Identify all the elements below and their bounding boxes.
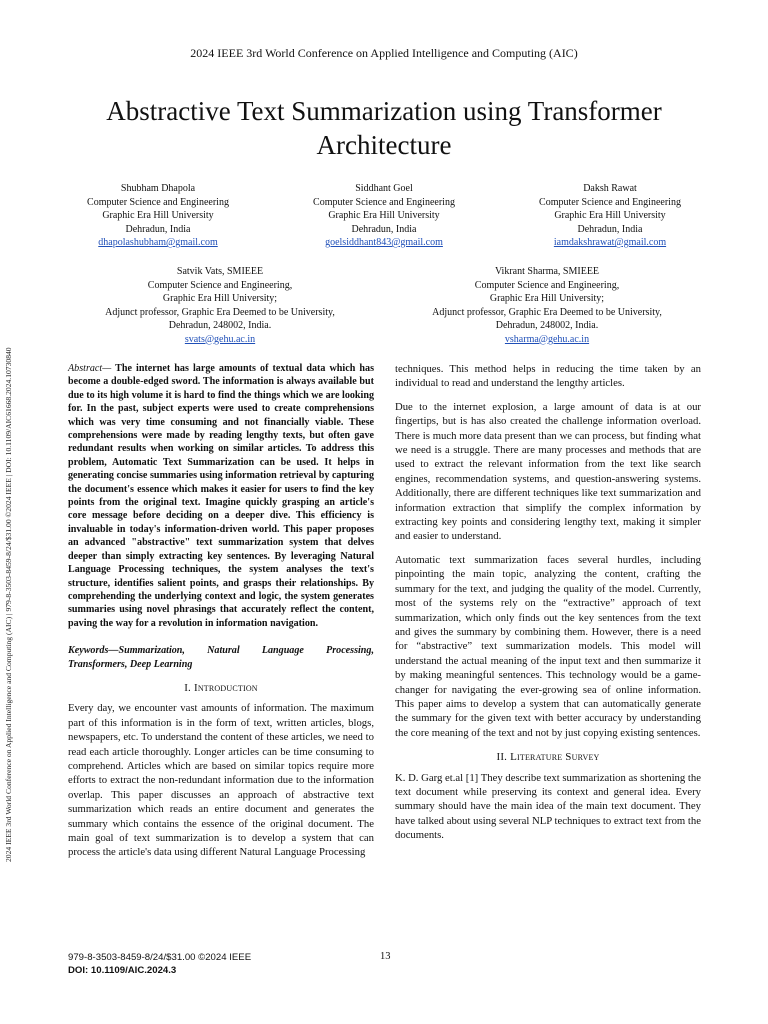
author-email-link[interactable]: svats@gehu.ac.in xyxy=(184,333,256,345)
author-affiliation: Dehradun, India xyxy=(577,223,643,235)
author-name: Daksh Rawat xyxy=(583,183,637,194)
left-column xyxy=(68,362,374,869)
footer-isbn: 979-8-3503-8459-8/24/$31.00 ©2024 IEEE xyxy=(68,952,252,963)
page-number: 13 xyxy=(380,951,391,962)
paragraph: techniques. This method helps in reducing the time taken by an individual to read and understand the lengthy articles. xyxy=(395,363,701,390)
author-block-5 xyxy=(407,265,687,346)
author-affiliation: Graphic Era Hill University xyxy=(102,210,214,221)
author-affiliation: Dehradun, 248002, India. xyxy=(168,320,272,331)
author-block-2 xyxy=(286,182,482,250)
author-affiliation: Dehradun, India xyxy=(351,223,417,235)
author-affiliation: Adjunct professor, Graphic Era Deemed to be University, xyxy=(105,306,335,318)
author-email-link[interactable]: dhapolashubham@gmail.com xyxy=(98,237,218,248)
paragraph: Automatic text summarization faces several hurdles, including pinpointing the main topic, analyzing the content, crafting the summary for the text, and judging the quality of the model. Currently, most of the systems rely on the “extractive” approach of text summarization, which only finds out the key sentences from the text and gives the summary by combining them. However, there is a need for “abstractive” text summarization models. This model will understand the actual meaning of the input text and then summarize it by making meaningful sentences. This technology would be a game-changer for navigating the ever-growing sea of online information. This paper aims to develop a system that can automatically generate the summary for the given text with better accuracy by understanding the core meaning of the text and not by just copying existing sentences. xyxy=(395,553,701,739)
paragraph: Due to the internet explosion, a large amount of data is at our fingertips, but is has also created the challenge information overload. There is much more data present than we can process, but finding what we need is a struggle. There are many processes and methods that are used to extract the relevant information from the text like search engines, recommendation systems, and question-answering systems. Additionally, there are different techniques like text summarization and information extraction that simplify the complex information by extracting key points and considering lengthy text, making it simpler and easier to understand. xyxy=(395,400,701,543)
author-name: Vikrant Sharma, SMIEEE xyxy=(494,266,600,277)
author-affiliation: Adjunct professor, Graphic Era Deemed to be University, xyxy=(432,306,662,318)
author-name: Satvik Vats, SMIEEE xyxy=(176,266,264,277)
author-affiliation: Computer Science and Engineering xyxy=(87,196,229,208)
author-email-link[interactable]: goelsiddhant843@gmail.com xyxy=(325,237,443,248)
author-affiliation: Dehradun, 248002, India. xyxy=(495,320,599,331)
author-affiliation: Computer Science and Engineering, xyxy=(474,279,620,291)
author-email-link[interactable]: iamdakshrawat@gmail.com xyxy=(553,237,667,248)
author-name: Siddhant Goel xyxy=(355,183,413,194)
author-affiliation: Graphic Era Hill University xyxy=(328,210,440,221)
author-block-4 xyxy=(80,265,360,346)
author-email-link[interactable]: vsharma@gehu.ac.in xyxy=(504,333,590,345)
conference-name: 2024 IEEE 3rd World Conference on Applied Intelligence and Computing (AIC) xyxy=(190,46,578,60)
abstract xyxy=(68,362,374,630)
abstract-text: The internet has large amounts of textual data which has become a double-edged sword. The information is always available but due to its high volume it is hard to find the things which we are looking for. In the past, subject experts were used to create comprehensions which was very time consuming and not financially viable. These comprehensions were made by reading lengthy texts, but often gave redundant results when working on similar articles. To address this problem, Automatic Text Summarization can be used. It helps in generating concise summaries using information retrieval by capturing the document's essence which makes it easier for users to find the key points from the original text. Imagine quickly grasping an article's core message before deciding on a deeper dive. This efficiency is invaluable in today's information-driven world. This paper proposes an advanced "abstractive" text summarization system that delves deeper than simply extracting key sentences. By leveraging Natural Language Processing techniques, the system analyses the text's structure, identifies salient points, and grasps their relationships. By comprehending the underlying context and logic, the system generates summaries using novel phrasings that accurately reflect the content, paving the way for a revolution in information navigation. xyxy=(68,363,374,629)
author-affiliation: Computer Science and Engineering xyxy=(313,196,455,208)
doi-sidebar: 2024 IEEE 3rd World Conference on Applied Intelligence and Computing (AIC) | 979-8-3503-8459-8/24/$31.00 ©2024 IEEE | DOI: 10.1109/AIC61668.2024.10730840 xyxy=(4,347,13,862)
paragraph: K. D. Garg et.al [1] They describe text summarization as shortening the text document while preserving its context and general idea. Every summary should have the main idea of the main text document. They have talked about using several NLP techniques to extract text from the documents. xyxy=(395,771,701,842)
section-heading-literature-survey: II. Literature Survey xyxy=(496,751,600,764)
author-affiliation: Graphic Era Hill University; xyxy=(489,293,605,304)
keywords: Keywords—Summarization, Natural Language Processing, Transformers, Deep Learning xyxy=(68,645,374,670)
footer-doi: DOI: 10.1109/AIC.2024.3 xyxy=(68,965,177,976)
author-name: Shubham Dhapola xyxy=(120,183,196,194)
paper-title: Abstractive Text Summarization using Transformer Architecture xyxy=(106,96,662,160)
author-affiliation: Dehradun, India xyxy=(125,223,191,235)
author-affiliation: Graphic Era Hill University; xyxy=(162,293,278,304)
author-block-3 xyxy=(512,182,708,250)
conference-header xyxy=(0,46,768,61)
abstract-lead: Abstract— xyxy=(68,363,112,374)
section-heading-introduction: I. Introduction xyxy=(184,681,258,694)
footer-copyright xyxy=(68,951,251,977)
right-column xyxy=(395,362,701,852)
author-affiliation: Computer Science and Engineering, xyxy=(147,279,293,291)
intro-paragraph: Every day, we encounter vast amounts of information. The maximum part of this information is in the form of text, written articles, blogs, newspapers, etc. To understand the content of these articles, we need to read each article thoroughly. Longer articles can be time consuming to comprehend. Articles which are based on similar topics require more efforts to extract the non-redundant information due to the information overlap. This paper discusses an approach of abstractive text summarization which reads an entire document and generates the summary which contains the essence of the original document. The main goal of text summarization is to develop a system that can process the article's data using different Natural Language Processing xyxy=(68,702,374,859)
author-block-1 xyxy=(60,182,256,250)
author-affiliation: Computer Science and Engineering xyxy=(539,196,681,208)
author-affiliation: Graphic Era Hill University xyxy=(554,210,666,221)
